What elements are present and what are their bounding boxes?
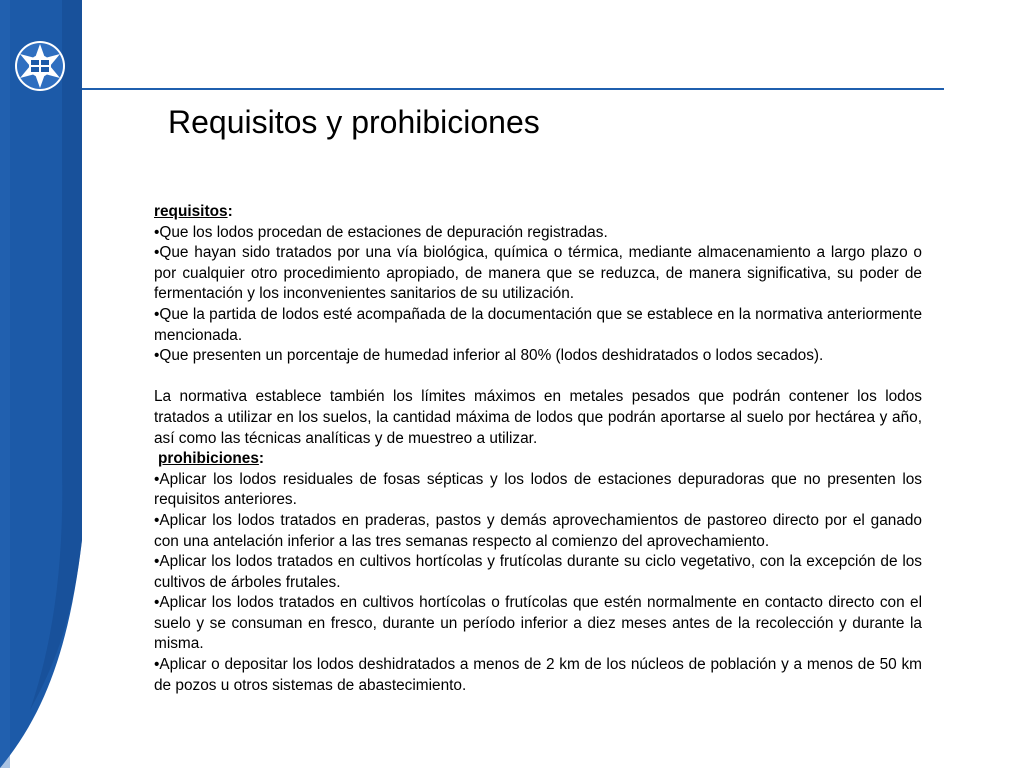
prohibicion-item: •Aplicar los lodos tratados en cultivos hortícolas o frutícolas que estén normalmente en contacto directo con el suelo y se consuman en fresco, durante un período inferior a diez meses antes de la recolección y durante la misma. [154,594,922,653]
side-band-shape [0,0,82,768]
requisitos-heading: requisitos: [154,203,233,220]
prohibicion-item: •Aplicar los lodos tratados en cultivos hortícolas y frutícolas durante su ciclo vegetativo, con la excepción de los cultivos de árboles frutales. [154,553,922,591]
slide-body [154,202,922,696]
requisito-item: •Que la partida de lodos esté acompañada de la documentación que se establece en la normativa anteriormente mencionada. [154,305,922,344]
side-decorative-band [0,0,82,768]
prohibicion-item: •Aplicar o depositar los lodos deshidratados a menos de 2 km de los núcleos de población y a menos de 50 km de pozos u otros sistemas de abastecimiento. [154,656,922,694]
requisito-item: •Que hayan sido tratados por una vía biológica, química o térmica, mediante almacenamiento a largo plazo o por cualquier otro procedimiento apropiado, de manera que se reduzca, de manera significativa, su poder de fermentación y los inconvenientes sanitarios de su utilización. [154,244,922,303]
spacer [154,367,922,388]
requisito-item: •Que los lodos procedan de estaciones de depuración registradas. [154,223,608,241]
prohibiciones-heading: prohibiciones: [158,450,265,468]
normativa-paragraph: La normativa establece también los límites máximos en metales pesados que podrán contener los lodos tratados a utilizar en los suelos, la cantidad máxima de lodos que podrán aportarse al suelo por hectárea y año, así como las técnicas analíticas y de muestreo a utilizar. [154,388,922,447]
university-star-emblem-icon [14,40,66,92]
prohibicion-item: •Aplicar los lodos tratados en praderas, pastos y demás aprovechamientos de pastoreo directo por el ganado con una antelación inferior a las tres semanas respecto al comienzo del aprovechamiento. [154,511,922,550]
requisitos-heading-text: requisitos [154,203,228,220]
university-logo [14,40,66,92]
prohibiciones-heading-text: prohibiciones [158,450,259,468]
slide-title: Requisitos y prohibiciones [168,104,540,140]
prohibicion-item: •Aplicar los lodos residuales de fosas sépticas y los lodos de estaciones depuradoras que no presenten los requisitos anteriores. [154,470,922,509]
header-divider [82,88,944,90]
requisito-item: •Que presenten un porcentaje de humedad inferior al 80% (lodos deshidratados o lodos secados). [154,347,824,365]
